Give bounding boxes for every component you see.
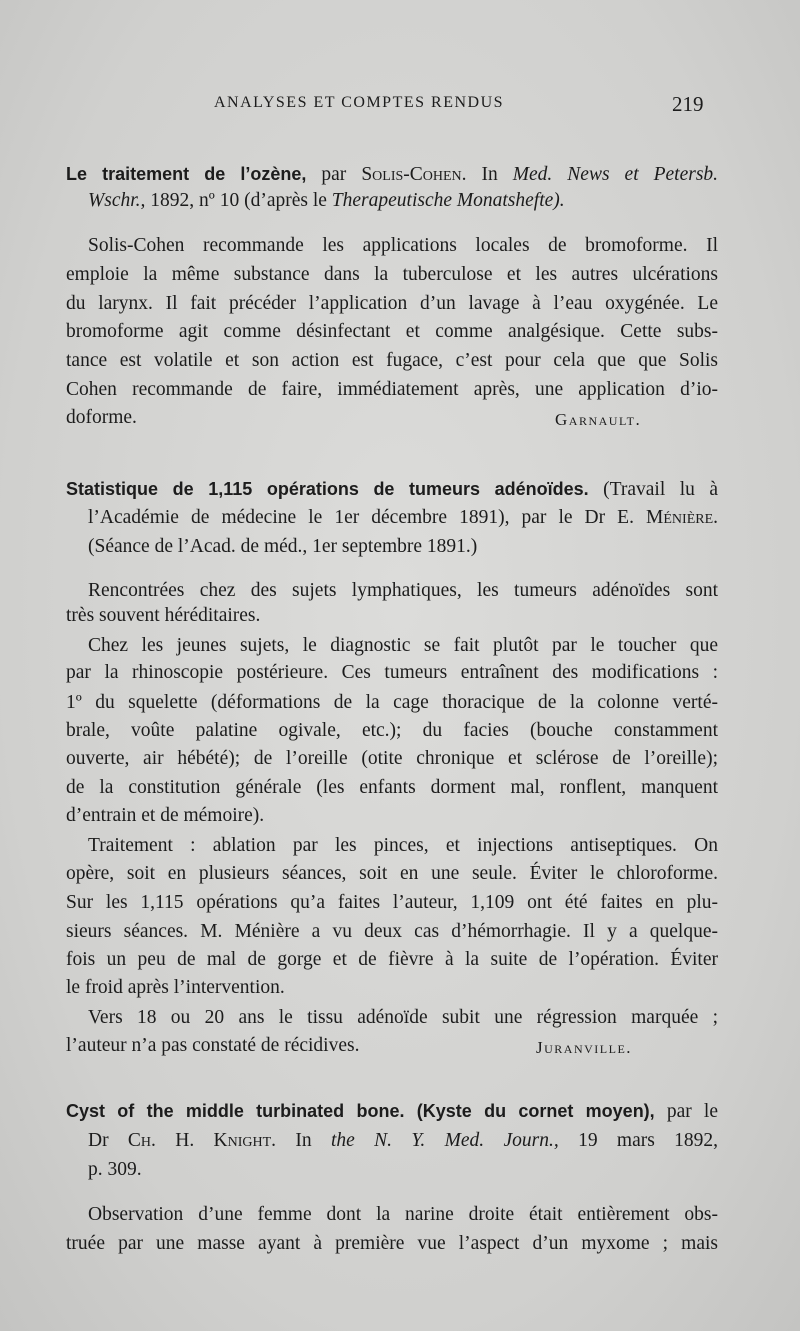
article2-signature: Juranville. <box>536 1038 633 1057</box>
article2-body-line: Traitement : ablation par les pinces, et injections antiseptiques. On <box>88 835 718 856</box>
article2-body-line: Sur les 1,115 opérations qu’a faites l’auteur, 1,109 ont été faites en plu- <box>66 892 718 913</box>
page-number: 219 <box>672 92 704 116</box>
article2-body-line: Rencontrées chez des sujets lymphatiques, les tumeurs adénoïdes sont <box>88 580 718 601</box>
article3-body-line: Observation d’une femme dont la narine droite était entièrement obs- <box>88 1204 718 1225</box>
article1-body-line: doforme. <box>66 407 137 428</box>
article1-signature: Garnault. <box>555 410 642 429</box>
article2-body-line: l’auteur n’a pas constaté de récidives. <box>66 1035 360 1056</box>
article2-body-line: très souvent héréditaires. <box>66 605 261 626</box>
article2-body-line: d’entrain et de mémoire). <box>66 805 265 826</box>
article2-session: (Séance de l’Acad. de méd., 1er septembre 1891.) <box>88 536 478 557</box>
article2-body-line: 1º du squelette (déformations de la cage thoracique de la colonne verté- <box>66 692 718 713</box>
article2-body-line: sieurs séances. M. Ménière a vu deux cas d’hémorrhagie. Il y a quelque- <box>66 921 718 942</box>
article1-body-line: emploie la même substance dans la tuberculose et les autres ulcérations <box>66 264 718 285</box>
article1-body-line: du larynx. Il fait précéder l’application d’un lavage à l’eau oxygénée. Le <box>66 293 718 314</box>
article2-body-line: Vers 18 ou 20 ans le tissu adénoïde subit une régression marquée ; <box>88 1007 718 1028</box>
running-head: ANALYSES ET COMPTES RENDUS <box>214 94 505 111</box>
article2-body-line: Chez les jeunes sujets, le diagnostic se fait plutôt par le toucher que <box>88 635 718 656</box>
article2-body-line: fois un peu de mal de gorge et de fièvre à la suite de l’opération. Éviter <box>66 949 718 970</box>
article2-body-line: brale, voûte palatine ogivale, etc.); du facies (bouche constamment <box>66 720 718 741</box>
article2-body-line: ouverte, air hébété); de l’oreille (otite chronique et sclérose de l’oreille); <box>66 748 718 769</box>
article3-page: p. 309. <box>88 1159 142 1180</box>
article2-title: Statistique de 1,115 opérations de tumeurs adénoïdes. (Travail lu à <box>66 479 718 500</box>
article1-title: Le traitement de l’ozène, par Solis-Cohen. In Med. News et Petersb. <box>66 164 719 185</box>
article1-body-line: tance est volatile et son action est fugace, c’est pour cela que que Solis <box>66 350 718 371</box>
article1-citation: Wschr., 1892, nº 10 (d’après le Therapeutische Monatshefte). <box>88 190 565 211</box>
article3-citation: Dr Ch. H. Knight. In the N. Y. Med. Journ., 19 mars 1892, <box>88 1130 719 1151</box>
article2-body-line: de la constitution générale (les enfants dorment mal, ronflent, manquent <box>66 777 718 798</box>
article1-body-line: bromoforme agit comme désinfectant et comme analgésique. Cette subs- <box>66 321 718 342</box>
article2-citation: l’Académie de médecine le 1er décembre 1891), par le Dr E. Ménière. <box>88 507 719 528</box>
article2-body-line: par la rhinoscopie postérieure. Ces tumeurs entraînent des modifications : <box>66 662 718 683</box>
article3-title: Cyst of the middle turbinated bone. (Kyste du cornet moyen), par le <box>66 1101 718 1122</box>
article3-body-line: truée par une masse ayant à première vue l’aspect d’un myxome ; mais <box>66 1233 718 1254</box>
article2-body-line: opère, soit en plusieurs séances, soit en une seule. Éviter le chloroforme. <box>66 863 718 884</box>
article1-body-line: Cohen recommande de faire, immédiatement après, une application d’io- <box>66 379 718 400</box>
article1-body-line: Solis-Cohen recommande les applications locales de bromoforme. Il <box>88 235 718 256</box>
article2-body-line: le froid après l’intervention. <box>66 977 285 998</box>
